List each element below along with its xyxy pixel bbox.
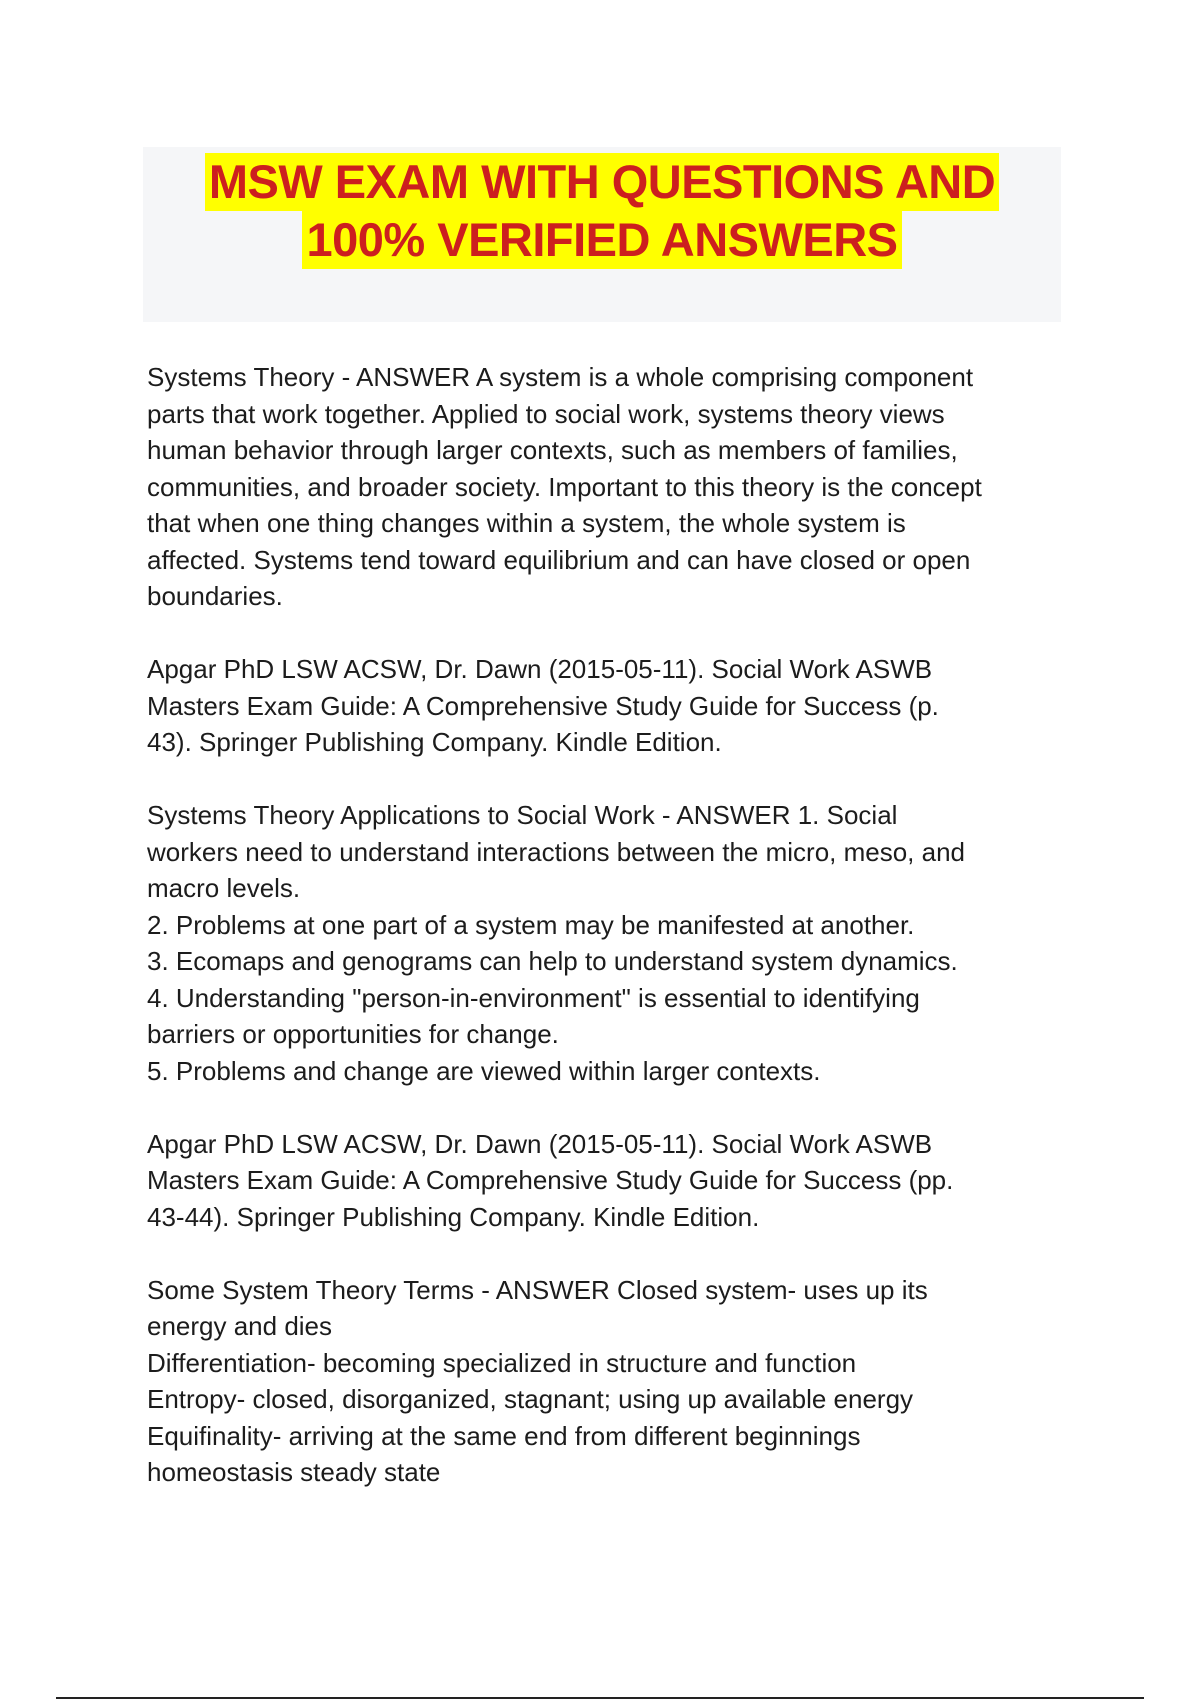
paragraph-system-terms: Some System Theory Terms - ANSWER Closed system- uses up its energy and dies Differentiation- becoming specialized in structure and function Entropy- closed, disorganized, stagnant; using up available energy Equifinality- arriving at the same end from different beginnings homeostasis steady state (147, 1274, 928, 1487)
document-body (147, 359, 1067, 1491)
footer-divider (56, 1697, 1144, 1699)
paragraph-citation-2: Apgar PhD LSW ACSW, Dr. Dawn (2015-05-11). Social Work ASWB Masters Exam Guide: A Comprehensive Study Guide for Success (pp. 43-44). Springer Publishing Company. Kindle Edition. (147, 1128, 954, 1232)
paragraph-systems-applications: Systems Theory Applications to Social Work - ANSWER 1. Social workers need to understand interactions between the micro, meso, and macro levels. 2. Problems at one part of a system may be manifested at another. 3. Ecomaps and genograms can help to understand system dynamics. 4. Understanding "person-in-environment" is essential to identifying barriers or opportunities for change. 5. Problems and change are viewed within larger contexts. (147, 800, 966, 1086)
title-banner (143, 147, 1061, 322)
title-line-1: MSW EXAM WITH QUESTIONS AND (205, 153, 999, 211)
title-line-2: 100% VERIFIED ANSWERS (302, 211, 901, 269)
paragraph-citation-1: Apgar PhD LSW ACSW, Dr. Dawn (2015-05-11). Social Work ASWB Masters Exam Guide: A Comprehensive Study Guide for Success (p. 43). Springer Publishing Company. Kindle Edition. (147, 654, 939, 757)
paragraph-systems-theory: Systems Theory - ANSWER A system is a whole comprising component parts that work together. Applied to social work, systems theory views human behavior through larger contexts, such as members of families, communities, and broader society. Important to this theory is the concept that when one thing changes within a system, the whole system is affected. Systems tend toward equilibrium and can have closed or open boundaries. (147, 362, 982, 611)
document-title (143, 153, 1061, 269)
